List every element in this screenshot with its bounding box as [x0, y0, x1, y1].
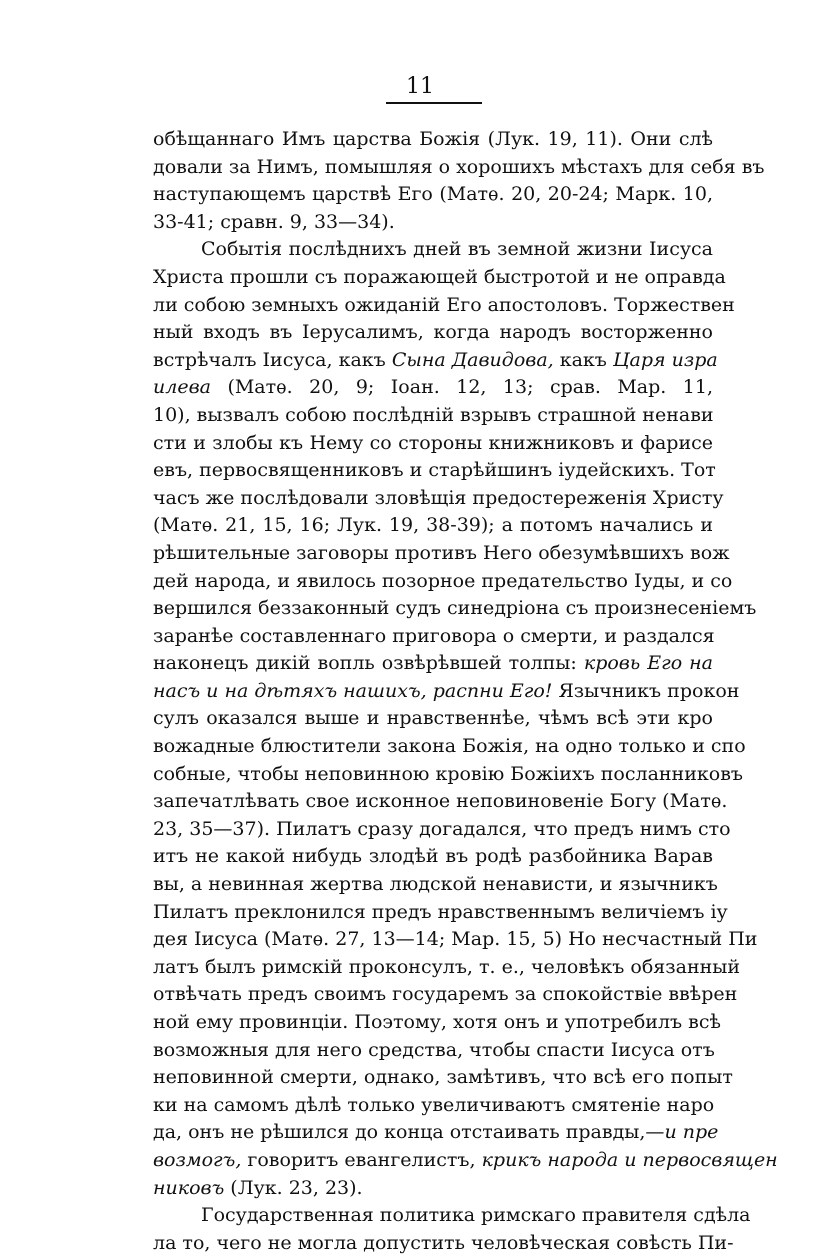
text-line [153, 154, 765, 182]
text-line [153, 292, 735, 320]
text-line [153, 954, 741, 982]
text-segment: Государственная политика римскаго правителя сдѣла [201, 1204, 751, 1227]
text-segment: ла то, чего не могла допустить человѣческая совѣсть Пи- [153, 1231, 734, 1254]
text-line [153, 705, 713, 733]
italic-text: Царя изра [612, 348, 718, 371]
text-segment: дей народа, и явилось позорное предательство Іуды, и со [153, 569, 733, 592]
text-segment: Пилатъ преклонился предъ нравственнымъ величіемъ іу [153, 900, 728, 923]
italic-text: Сына Давидова, [391, 348, 554, 371]
italic-text: возмогъ, [153, 1148, 242, 1171]
text-segment: заранѣе составленнаго приговора о смерти, и раздался [153, 624, 715, 647]
page-number: 11 [406, 74, 434, 99]
text-segment: довали за Нимъ, помышляя о хорошихъ мѣстахъ для себя въ [153, 155, 765, 178]
text-line [153, 1064, 733, 1092]
italic-text: насъ и на дѣтяхъ нашихъ, распни Его! [153, 679, 553, 702]
text-line [153, 430, 713, 458]
text-segment: вы, а невинная жертва людской ненависти, и язычникъ [153, 873, 718, 896]
text-line [153, 319, 713, 347]
text-line [153, 1175, 713, 1203]
text-segment: какъ [553, 348, 613, 371]
text-segment: (Лук. 23, 23). [224, 1176, 363, 1199]
text-segment: наконецъ дикій вопль озвѣрѣвшей толпы: [153, 652, 584, 675]
text-line [153, 1009, 721, 1037]
text-line [153, 899, 728, 927]
text-line [153, 236, 713, 264]
text-line [153, 1119, 719, 1147]
text-segment: сулъ оказался выше и нравственнѣе, чѣмъ всѣ эти кро [153, 707, 713, 730]
text-line [153, 347, 718, 375]
text-line [153, 816, 731, 844]
text-segment: ный входъ въ Іерусалимъ, когда народъ восторженно [153, 321, 713, 344]
text-line [153, 126, 713, 154]
text-segment: наступающемъ царствѣ Его (Матѳ. 20, 20-24; Марк. 10, [153, 183, 713, 206]
text-line [153, 733, 746, 761]
italic-text: илева [153, 376, 211, 399]
text-segment: 23, 35—37). Пилатъ сразу догадался, что предъ нимъ сто [153, 817, 731, 840]
text-line [153, 568, 733, 596]
text-segment: (Матѳ. 21, 15, 16; Лук. 19, 38-39); а потомъ начались и [153, 514, 713, 537]
text-segment: ной ему провинціи. Поэтому, хотя онъ и употребилъ всѣ [153, 1011, 721, 1033]
text-line [153, 788, 728, 816]
text-segment: собные, чтобы неповинною кровію Божіихъ посланниковъ [153, 762, 743, 785]
text-segment: вожадные блюстители закона Божія, на одно только и спо [153, 735, 746, 758]
text-segment: часъ же послѣдовали зловѣщія предостереженія Христу [153, 486, 724, 509]
text-segment: евъ, первосвященниковъ и старѣйшинъ іудейскихъ. Тот [153, 459, 716, 482]
text-segment: дея Іисуса (Матѳ. 27, 13—14; Мар. 15, 5) Но несчастный Пи [153, 928, 758, 951]
text-line [153, 678, 740, 706]
text-line [153, 981, 738, 1009]
text-segment: 33-41; сравн. 9, 33—34). [153, 210, 395, 233]
text-segment: отвѣчать предъ своимъ государемъ за спокойствіе ввѣрен [153, 983, 738, 1006]
text-line [153, 540, 730, 568]
text-line [153, 595, 757, 623]
text-line [153, 926, 758, 954]
text-line [153, 623, 713, 651]
italic-text: кровь Его на [583, 652, 713, 675]
text-line [153, 1230, 734, 1257]
text-segment: говоритъ евангелистъ, [241, 1148, 482, 1171]
text-segment: сти и злобы къ Нему со стороны книжниковъ и фарисе [153, 431, 713, 454]
text-segment: вершился беззаконный судъ синедріона съ произнесеніемъ [153, 597, 757, 620]
text-line [153, 457, 716, 485]
italic-text: никовъ [153, 1176, 225, 1199]
text-line [153, 209, 713, 237]
italic-text: крикъ народа и первосвящен [481, 1148, 778, 1171]
text-segment: ки на самомъ дѣлѣ только увеличиваютъ смятеніе наро [153, 1093, 715, 1116]
text-line [153, 485, 724, 513]
text-segment: обѣщаннаго Имъ царства Божія (Лук. 19, 11). Они слѣ [153, 128, 713, 150]
text-segment: 10), вызвалъ собою послѣдній взрывъ страшной ненави [153, 403, 714, 426]
text-segment: да, онъ не рѣшился до конца отстаивать правды,— [153, 1121, 665, 1144]
text-line [153, 761, 743, 789]
text-segment: встрѣчалъ Іисуса, какъ [153, 348, 392, 371]
text-segment: итъ не какой нибудь злодѣй въ родѣ разбойника Варав [153, 845, 713, 868]
text-line [153, 374, 713, 402]
text-segment: запечатлѣвать свое исконное неповиновеніе Богу (Матѳ. [153, 790, 728, 813]
page-number-rule [386, 102, 482, 104]
text-segment: неповинной смерти, однако, замѣтивъ, что всѣ его попыт [153, 1066, 733, 1089]
italic-text: и пре [664, 1121, 719, 1144]
text-segment: Событія послѣднихъ дней въ земной жизни Іисуса [201, 238, 713, 261]
text-line [153, 1037, 713, 1065]
text-line [153, 1147, 778, 1175]
text-line [153, 1092, 713, 1120]
text-segment: Язычникъ прокон [552, 679, 740, 702]
text-line [153, 512, 713, 540]
text-segment: латъ былъ римскій проконсулъ, т. е., человѣкъ обязанный [153, 955, 741, 978]
text-line [153, 843, 713, 871]
text-line [153, 871, 718, 899]
text-line [153, 1202, 751, 1230]
text-segment: рѣшительные заговоры противъ Него обезумѣвшихъ вож [153, 541, 730, 564]
text-segment: ли собою земныхъ ожиданій Его апостоловъ. Торжествен [153, 293, 735, 316]
text-line [153, 264, 726, 292]
text-segment: возможныя для него средства, чтобы спасти Іисуса отъ [153, 1038, 715, 1061]
body-text [153, 126, 778, 1257]
text-line [153, 181, 713, 209]
text-line [153, 650, 713, 678]
text-line [153, 402, 713, 430]
text-segment: (Матѳ. 20, 9; Іоан. 12, 13; срав. Мар. 11, [210, 376, 713, 399]
text-segment: Христа прошли съ поражающей быстротой и не оправда [153, 265, 726, 288]
